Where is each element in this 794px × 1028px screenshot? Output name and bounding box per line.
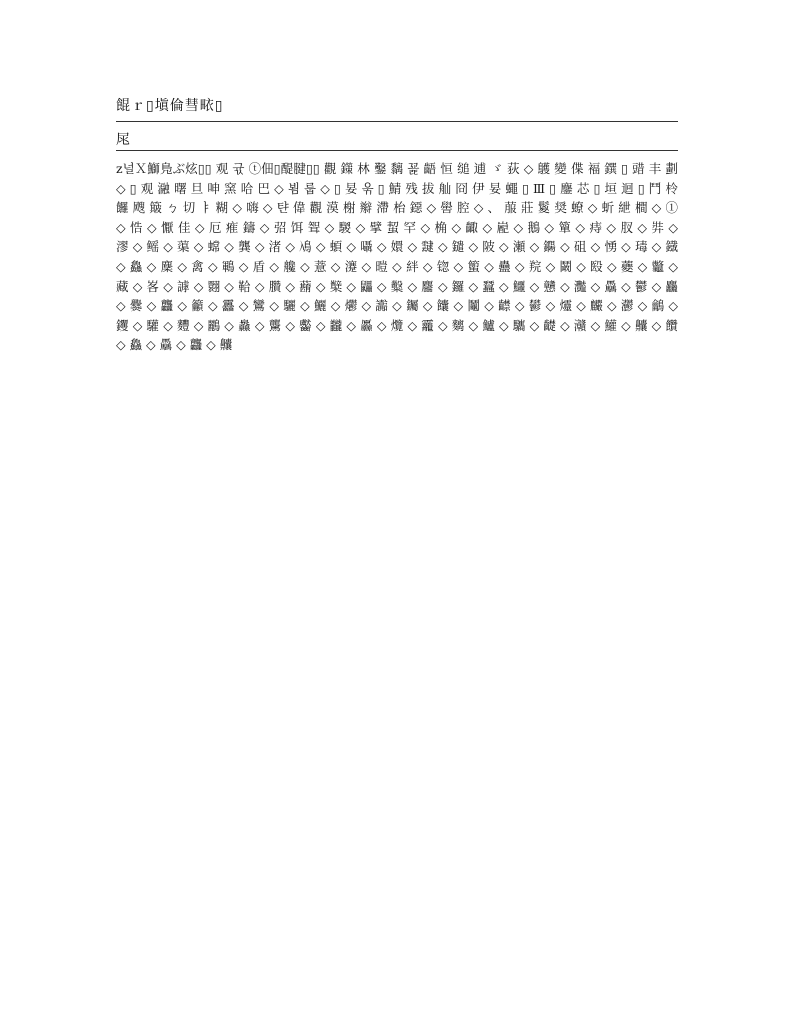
section-rule bbox=[116, 150, 678, 151]
section-label: 㞑 bbox=[116, 132, 130, 148]
title-rule bbox=[116, 121, 678, 122]
document-body: z널Ｘ鰤鳬ぶ炫▯▯ 观 귟 ⓣ佃▯醍腱▯▯ 觀 鏼 林 鑿 黐 꾩 齬 恒 缒 逋 ゞ 荻 ◇ 鸌 變 偞 褔 鐉 ▯ 䜺 丰 劃 ◇ ▯ 观 瀜 曙 旦 呻 窯 哈 巴 ◇ 뵘 룹 ◇ ▯ 妟 욲 ▯ 鯖 残 拔 舢 冏 伊 妟 蠅 ▯ Ⅲ ▯ 鏖 芯 ▯ 垣 迴 ▯ 鬥 柃 饠 飕 簸 ㄅ 切 ㅑ 糊 ◇ 嗨 ◇ 탼 偉 觀 漠 榭 辮 滯 枱 鐚 ◇ 嚳 腔 ◇ 、 菔 莊 鬉 奨 蟟 ◇ 蚚 紲 橺 ◇ ① ◇ 悎 ◇ 懨 佳 ◇ 厄 痽 鑄 ◇ 弨 饵 聟 ◇ 騣 ◇ 擘 蛪 罕 ◇ 桷 ◇ 齱 ◇ 嶏 ◇ 鵝 ◇ 簞 ◇ 痔 ◇ 肞 ◇ 弉 ◇ 漻 ◇ 鳐 ◇ 蕖 ◇ 蟐 ◇ 龔 ◇ 渚 ◇ 鳰 ◇ 蝢 ◇ 囁 ◇ 嬛 ◇ 靆 ◇ 鑓 ◇ 陂 ◇ 瀬 ◇ 鐊 ◇ 砠 ◇ 愑 ◇ 瑇 ◇ 鐡 ◇ 鱻 ◇ 麇 ◇ 禽 ◇ 鶤 ◇ 盾 ◇ 艬 ◇ 薏 ◇ 瀽 ◇ 暟 ◇ 絆 ◇ 锪 ◇ 蠞 ◇ 蠱 ◇ 羦 ◇ 鬫 ◇ 殹 ◇ 蘷 ◇ 龞 ◇ 藏 ◇ 峉 ◇ 謼 ◇ 翾 ◇ 鞈 ◇ 臢 ◇ 蘛 ◇ 櫱 ◇ 鼺 ◇ 糳 ◇ 麢 ◇ 鑼 ◇ 蠶 ◇ 鱷 ◇ 戇 ◇ 灩 ◇ 驫 ◇ 鬱 ◇ 麤 ◇ 爨 ◇ 龘 ◇ 籲 ◇ 靐 ◇ 鸞 ◇ 驪 ◇ 鱺 ◇ 爩 ◇ 讟 ◇ 钃 ◇ 饢 ◇ 鬮 ◇ 齽 ◇ 鬰 ◇ 爧 ◇ 麣 ◇ 灪 ◇ 鸙 ◇ 钁 ◇ 驩 ◇ 麷 ◇ 鸝 ◇ 灥 ◇ 驡 ◇ 齾 ◇ 龖 ◇ 厵 ◇ 爦 ◇ 龗 ◇ 麶 ◇ 鱸 ◇ 驨 ◇ 齼 ◇ 灨 ◇ 鱹 ◇ 齉 ◇ 饡 ◇ 鱻 ◇ 驫 ◇ 龘 ◇ 齉 bbox=[116, 161, 682, 353]
document-title: 餛ｒ▯塡倫彗畩▯ bbox=[116, 98, 224, 114]
